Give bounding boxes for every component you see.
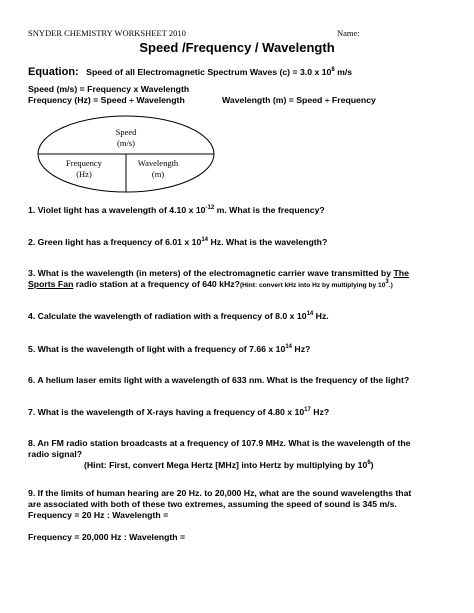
question-9-line-3: Frequency = 20 Hz : Wavelength = bbox=[28, 510, 169, 520]
question-3-line-2 bbox=[28, 279, 452, 291]
question-4-exponent: 14 bbox=[306, 311, 314, 318]
equation-line bbox=[28, 62, 352, 80]
question-8-hint-exponent: 6 bbox=[367, 460, 371, 467]
question-2-text: 2. Green light has a frequency of 6.01 x 10 bbox=[28, 237, 202, 247]
question-8-hint bbox=[28, 460, 452, 471]
question-3-line-1 bbox=[28, 268, 452, 279]
question-3-text: 3. What is the wavelength (in meters) of the electromagnetic carrier wave transmitted by bbox=[28, 268, 394, 278]
question-1-exponent: -12 bbox=[205, 205, 215, 212]
question-9 bbox=[28, 488, 452, 521]
triangle-speed-unit: (m/s) bbox=[117, 138, 135, 148]
page-title: Speed /Frequency / Wavelength bbox=[139, 40, 335, 55]
question-2-text-end: Hz. What is the wavelength? bbox=[208, 237, 328, 247]
question-8 bbox=[28, 438, 452, 471]
equation-text bbox=[86, 67, 352, 77]
question-5 bbox=[28, 344, 452, 355]
question-9-part-2 bbox=[28, 532, 452, 543]
question-3-hint: (Hint: convert kHz into Hz by multiplying by 10 bbox=[239, 282, 386, 289]
triangle-wavelength-unit: (m) bbox=[151, 169, 165, 179]
question-2 bbox=[28, 237, 452, 248]
question-3-hint-end: .) bbox=[388, 282, 393, 289]
question-7-text: 7. What is the wavelength of X-rays having a frequency of 4.80 x 10 bbox=[28, 407, 305, 417]
question-9-line-4: Frequency = 20,000 Hz : Wavelength = bbox=[28, 532, 186, 542]
question-3 bbox=[28, 268, 452, 291]
question-5-text-end: Hz? bbox=[292, 344, 311, 354]
question-4 bbox=[28, 311, 452, 322]
question-3-hint-exponent: 3 bbox=[385, 279, 389, 286]
question-7 bbox=[28, 407, 452, 418]
triangle-frequency-label bbox=[52, 158, 116, 180]
question-1 bbox=[28, 205, 452, 216]
formula-frequency: Frequency (Hz) = Speed ÷ Wavelength bbox=[28, 95, 185, 105]
question-1-text: 1. Violet light has a wavelength of 4.10 x 10 bbox=[28, 205, 206, 215]
question-4-text-end: Hz. bbox=[313, 311, 329, 321]
worksheet-header: SNYDER CHEMISTRY WORKSHEET 2010 bbox=[28, 28, 186, 38]
equation-text-main: Speed of all Electromagnetic Spectrum Waves (c) = 3.0 x 10 bbox=[86, 67, 332, 77]
triangle-speed-text: Speed bbox=[115, 127, 137, 137]
question-3-text-mid: radio station at a frequency of 640 kHz? bbox=[73, 279, 240, 289]
question-7-text-end: Hz? bbox=[310, 407, 330, 417]
triangle-frequency-unit: (Hz) bbox=[76, 169, 92, 179]
equation-label: Equation: bbox=[28, 66, 79, 78]
question-2-exponent: 14 bbox=[201, 237, 209, 244]
question-9-line-2: are associated with both of these two extremes, assuming the speed of sound is 345 m/s. bbox=[28, 499, 397, 509]
question-6 bbox=[28, 375, 452, 386]
question-7-exponent: 17 bbox=[304, 407, 311, 414]
triangle-wavelength-text: Wavelength bbox=[137, 158, 179, 168]
question-3-station-name-1: The bbox=[393, 268, 409, 278]
question-8-hint-text: (Hint: First, convert Mega Hertz [MHz] into Hertz by multiplying by 10 bbox=[84, 460, 368, 470]
formula-speed: Speed (m/s) = Frequency x Wavelength bbox=[28, 84, 190, 94]
formula-wavelength: Wavelength (m) = Speed ÷ Frequency bbox=[222, 95, 376, 105]
question-5-exponent: 14 bbox=[285, 344, 292, 351]
question-8-line-2: radio signal? bbox=[28, 449, 83, 459]
question-1-text-end: m. What is the frequency? bbox=[214, 205, 325, 215]
question-9-line-1: 9. If the limits of human hearing are 20 Hz. to 20,000 Hz, what are the sound wavelengths that bbox=[28, 488, 412, 498]
question-5-text: 5. What is the wavelength of light with a frequency of 7.66 x 10 bbox=[28, 344, 286, 354]
triangle-speed-label bbox=[96, 127, 156, 149]
triangle-frequency-text: Frequency bbox=[66, 158, 102, 168]
equation-exponent: 8 bbox=[331, 67, 335, 74]
equation-unit: m/s bbox=[334, 67, 353, 77]
formula-ellipse-diagram bbox=[36, 114, 216, 194]
question-4-text: 4. Calculate the wavelength of radiation with a frequency of 8.0 x 10 bbox=[28, 311, 307, 321]
question-6-text: 6. A helium laser emits light with a wavelength of 633 nm. What is the frequency of the light? bbox=[28, 375, 410, 385]
triangle-wavelength-label bbox=[126, 158, 190, 180]
question-3-station-name-2: Sports Fan bbox=[28, 279, 74, 289]
name-label: Name: bbox=[337, 28, 360, 38]
question-8-hint-end: ) bbox=[370, 460, 374, 470]
question-8-line-1: 8. An FM radio station broadcasts at a frequency of 107.9 MHz. What is the wavelength of the bbox=[28, 438, 411, 448]
